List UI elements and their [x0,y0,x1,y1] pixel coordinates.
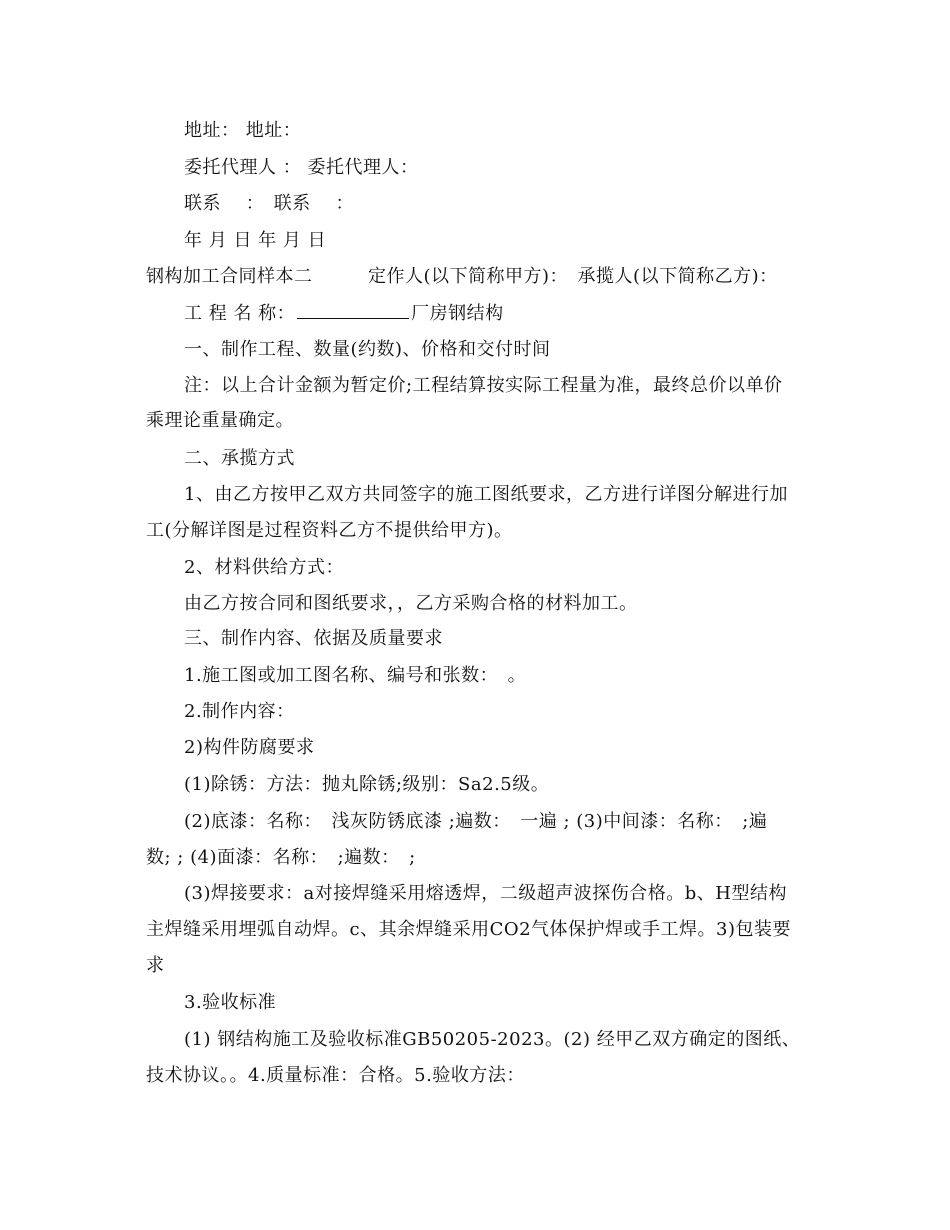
item-2-heading: 2、材料供给方式： [184,557,344,578]
date-line: 年 月 日 年 月 日 [184,230,327,251]
rust-removal-line: (1)除锈：方法：抛丸除锈;级别：Sa2.5级。 [184,774,550,795]
contract-title-line: 钢构加工合同样本二 定作人(以下简称甲方)： 承揽人(以下简称乙方)： [146,266,778,287]
content-heading: 2.制作内容： [184,701,295,722]
anticorrosion-heading: 2)构件防腐要求 [184,737,315,758]
item-2-body: 由乙方按合同和图纸要求，，乙方采购合格的材料加工。 [184,593,638,614]
project-name-blank [297,302,409,319]
acceptance-line-1: (1) 钢结构施工及验收标准GB50205-2023。(2) 经甲乙双方确定的图纸、 [184,1029,801,1050]
project-name-value: 厂房钢结构 [411,303,504,324]
agent-line: 委托代理人 ： 委托代理人： [184,157,419,178]
primer-line-2: 数; ; (4)面漆：名称： ;遍数： ; [146,847,416,868]
section-two-heading: 二、承揽方式 [184,448,295,469]
section-one-heading: 一、制作工程、数量(约数)、价格和交付时间 [184,339,551,360]
contact-line: 联系 ： 联系 ： [184,193,354,214]
acceptance-line-2: 技术协议。。4.质量标准：合格。5.验收方法： [146,1065,525,1086]
address-line: 地址： 地址： [184,120,302,141]
acceptance-heading: 3.验收标准 [184,992,277,1013]
note-line-2: 乘理论重量确定。 [146,410,294,431]
welding-line-1: (3)焊接要求：a对接焊缝采用熔透焊，二级超声波探伤合格。b、H型结构 [184,883,787,904]
item-1-line-2: 工(分解详图是过程资料乙方不提供给甲方)。 [146,520,513,541]
welding-line-3: 求 [146,955,165,976]
drawing-names-line: 1.施工图或加工图名称、编号和张数： 。 [184,665,527,686]
note-line-1: 注：以上合计金额为暂定价;工程结算按实际工程量为准，最终总价以单价 [184,375,783,396]
primer-line-1: (2)底漆：名称： 浅灰防锈底漆 ;遍数： 一遍 ; (3)中间漆：名称： ;遍 [184,811,768,832]
project-name-label: 工 程 名 称： [184,303,296,324]
project-name-line [184,302,504,325]
item-1-line-1: 1、由乙方按甲乙双方共同签字的施工图纸要求，乙方进行详图分解进行加 [184,484,788,505]
welding-line-2: 主焊缝采用埋弧自动焊。c、其余焊缝采用CO2气体保护焊或手工焊。3)包装要 [146,919,792,940]
section-three-heading: 三、制作内容、依据及质量要求 [184,628,443,649]
